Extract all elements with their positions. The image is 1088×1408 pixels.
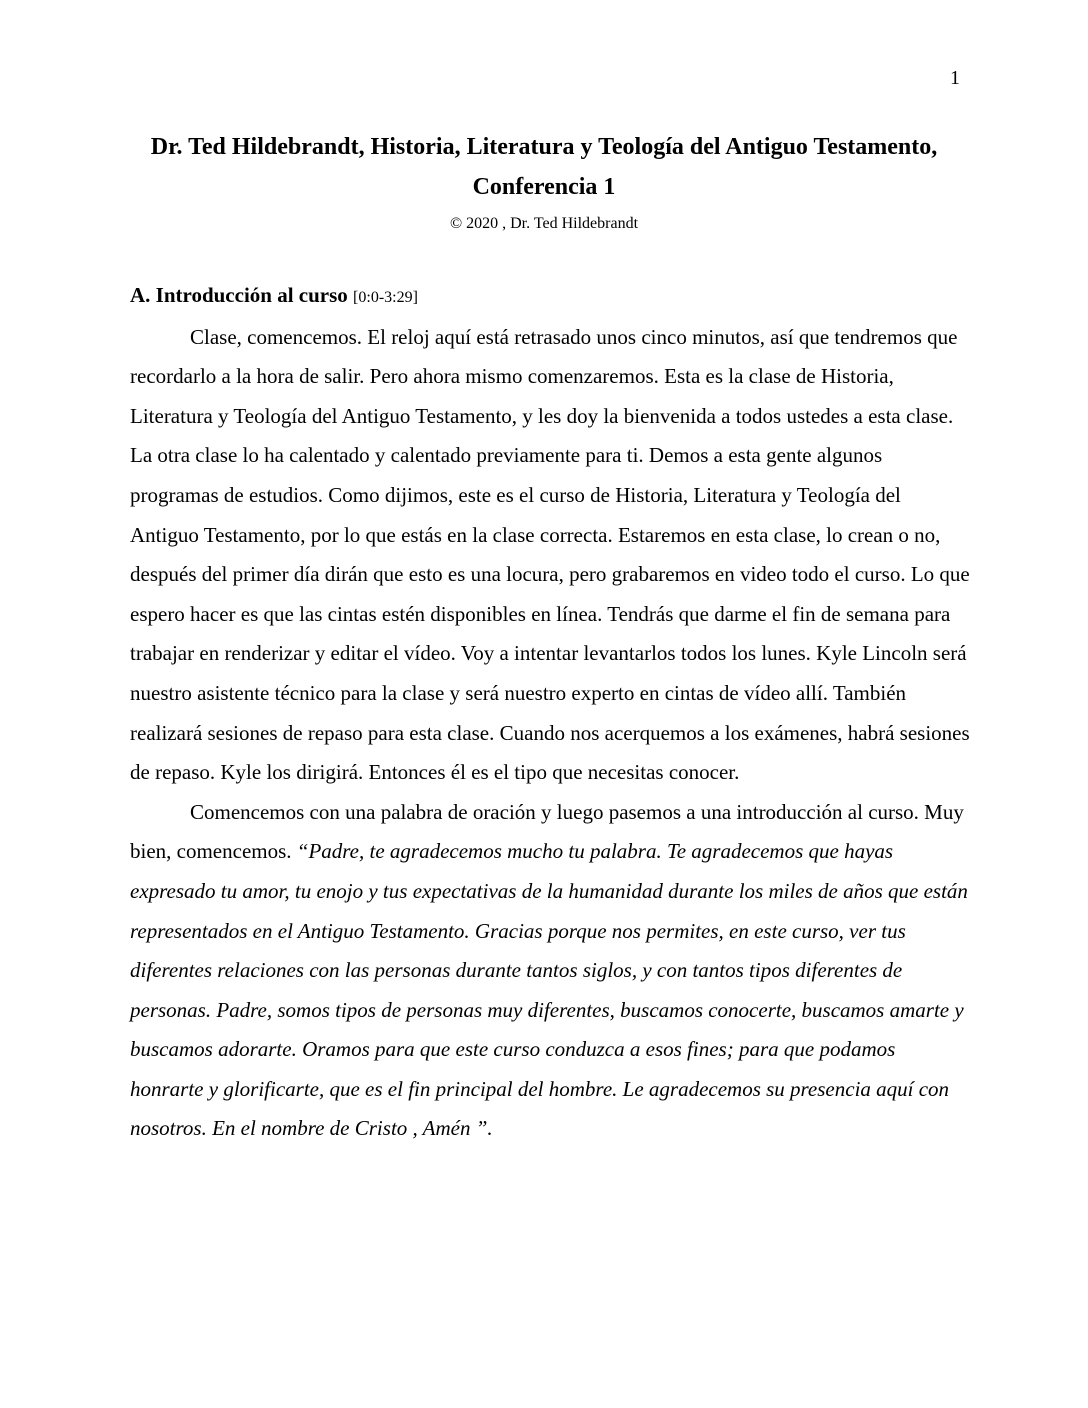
section-heading [130,276,970,318]
page-number: 1 [950,67,960,89]
prayer-quote: “Padre, te agradecemos mucho tu palabra. Te agradecemos que hayas expresado tu amor, tu enojo y tus expectativas de la humanidad durante los miles de años que están representados en el Antiguo Testamento. Gracias porque nos permites, en este curso, ver tus diferentes relaciones con las personas durante tantos siglos, y con tantos tipos diferentes de personas. Padre, somos tipos de personas muy diferentes, buscamos conocerte, buscamos amarte y buscamos adorarte. Oramos para que este curso conduzca a esos fines; para que podamos honrarte y glorificarte, que es el fin principal del hombre. Le agradecemos su presencia aquí con nosotros. En el nombre de Cristo , Amén ”. [130,839,968,1141]
section-timestamp: [0:0-3:29] [353,289,418,306]
paragraph-2 [130,793,970,1149]
section-heading-text: A. Introducción al curso [130,283,348,307]
paragraph-1: Clase, comencemos. El reloj aquí está retrasado unos cinco minutos, así que tendremos que recordarlo a la hora de salir. Pero ahora mismo comenzaremos. Esta es la clase de Historia, Literatura y Teología del Antiguo Testamento, y les doy la bienvenida a todos ustedes a esta clase. La otra clase lo ha calentado y calentado previamente para ti. Demos a esta gente algunos programas de estudios. Como dijimos, este es el curso de Historia, Literatura y Teología del Antiguo Testamento, por lo que estás en la clase correcta. Estaremos en esta clase, lo crean o no, después del primer día dirán que esto es una locura, pero grabaremos en video todo el curso. Lo que espero hacer es que las cintas estén disponibles en línea. Tendrás que darme el fin de semana para trabajar en renderizar y editar el vídeo. Voy a intentar levantarlos todos los lunes. Kyle Lincoln será nuestro asistente técnico para la clase y será nuestro experto en cintas de vídeo allí. También realizará sesiones de repaso para esta clase. Cuando nos acerquemos a los exámenes, habrá sesiones de repaso. Kyle los dirigirá. Entonces él es el tipo que necesitas conocer. [130,324,970,785]
paragraph-2-intro: Comencemos con una palabra de oración y luego pasemos a una introducción al curso. Muy bien, comencemos. [130,799,964,864]
copyright-line: © 2020 , Dr. Ted Hildebrandt [449,215,639,232]
document-body [130,276,970,1149]
document-title: Dr. Ted Hildebrandt, Historia, Literatura y Teología del Antiguo Testamento, Conferencia 1 [150,134,938,200]
